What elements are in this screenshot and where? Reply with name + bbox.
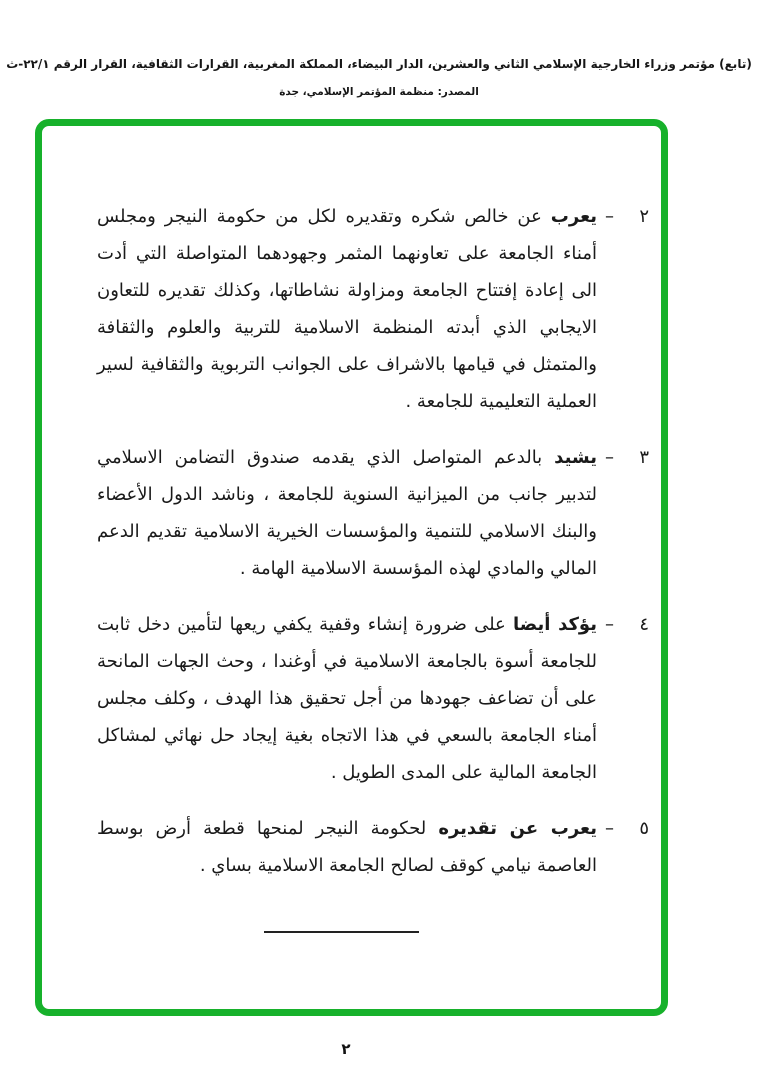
item-dash: –: [605, 447, 614, 468]
item-marker: [605, 810, 649, 884]
item-marker: [605, 439, 649, 587]
decision-frame: [35, 119, 668, 1016]
item-text: [97, 810, 597, 884]
resolution-item-2: [97, 198, 649, 420]
item-number: ٤: [639, 614, 649, 635]
item-dash: –: [605, 818, 614, 839]
item-lead: يعرب: [550, 206, 597, 227]
item-text: [97, 606, 597, 791]
item-marker: [605, 606, 649, 791]
resolution-item-4: [97, 606, 649, 791]
item-body: بالدعم المتواصل الذي يقدمه صندوق التضامن الاسلامي لتدبير جانب من الميزانية السنوية للجامعة ، وناشد الدول الأعضاء والبنك الاسلامي للتنمية والمؤسسات الخيرية الاسلامية تقديم الدعم المالي والمادي لهذه المؤسسة الاسلامية الهامة .: [97, 447, 597, 579]
page-number: ٢: [341, 1040, 351, 1058]
item-body: على ضرورة إنشاء وقفية يكفي ريعها لتأمين دخل ثابت للجامعة أسوة بالجامعة الاسلامية في أوغندا ، وحث الجهات المانحة على أن تضاعف جهودها من أجل تحقيق هذا الهدف ، وكلف مجلس أمناء الجامعة بالسعي في هذا الاتجاه بغية إيجاد حل نهائي لمشاكل الجامعة المالية على المدى الطويل .: [97, 614, 597, 783]
item-lead: يعرب عن تقديره: [438, 818, 597, 839]
item-lead: يشيد: [554, 447, 597, 468]
item-lead: يؤكد أيضا: [512, 614, 597, 635]
item-text: [97, 198, 597, 420]
resolution-item-5: [97, 810, 649, 884]
item-body: عن خالص شكره وتقديره لكل من حكومة النيجر ومجلس أمناء الجامعة على تعاونهما المثمر وجهودهما المتواصلة التي أدت الى إعادة إفتتاح الجامعة ومزاولة نشاطاتها، وكذلك تقديره للتعاون الايجابي الذي أبدته المنظمة الاسلامية للتربية والعلوم والثقافة والمتمثل في قيامها بالاشراف على الجوانب التربوية والثقافية لسير العملية التعليمية للجامعة .: [97, 206, 597, 412]
document-source-line: المصدر: منظمة المؤتمر الإسلامي، جدة: [279, 86, 479, 98]
item-dash: –: [605, 206, 614, 227]
item-number: ٣: [639, 447, 649, 468]
item-number: ٢: [639, 206, 649, 227]
section-divider: [264, 931, 419, 933]
item-dash: –: [605, 614, 614, 635]
item-number: ٥: [639, 818, 649, 839]
item-body: لحكومة النيجر لمنحها قطعة أرض بوسط العاصمة نيامي كوقف لصالح الجامعة الاسلامية بساي .: [97, 818, 597, 876]
resolution-item-3: [97, 439, 649, 587]
item-marker: [605, 198, 649, 420]
document-header-title: (تابع) مؤتمر وزراء الخارجية الإسلامي الثاني والعشرين، الدار البيضاء، المملكة المغربية، القرارات الثقافية، القرار الرقم ٢٢/١-ث: [6, 57, 752, 71]
item-text: [97, 439, 597, 587]
